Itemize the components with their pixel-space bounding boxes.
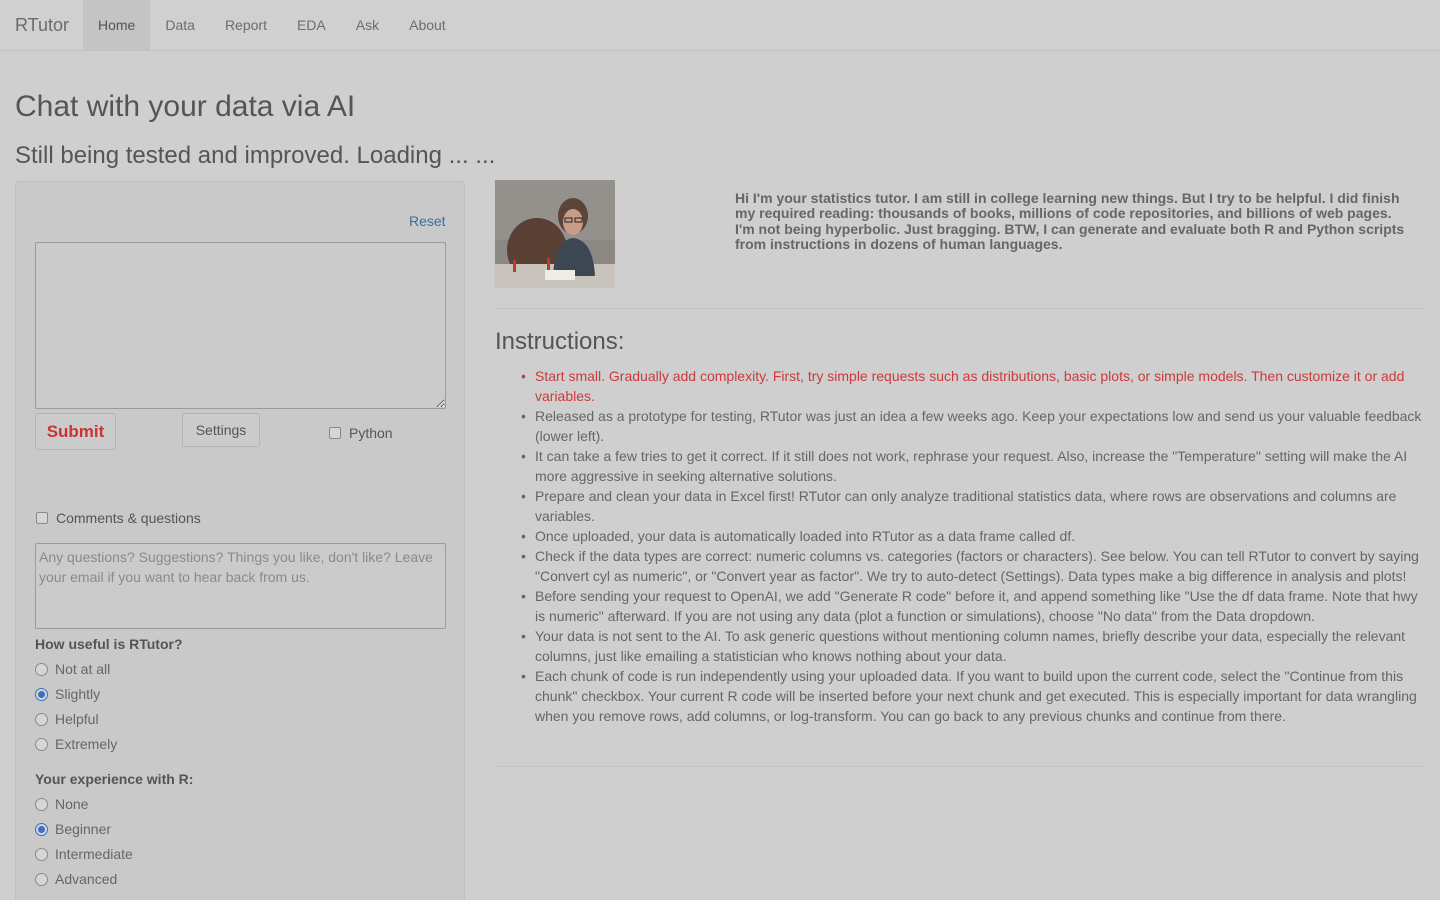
- reset-link[interactable]: Reset: [409, 213, 446, 229]
- radio-label: Helpful: [55, 711, 99, 727]
- radio-button[interactable]: [35, 798, 48, 811]
- submit-button[interactable]: Submit: [35, 413, 116, 450]
- radio-button[interactable]: [35, 848, 48, 861]
- instructions-list: [535, 366, 1425, 726]
- instruction-item: • Check if the data types are correct: numeric columns vs. categories (factors or characters). See below. You can tell RTutor to convert by saying "Convert cyl as numeric", or "Convert year as factor". We try to auto-detect (Settings). Data types make a big difference in analysis and plots!: [535, 546, 1425, 586]
- query-input[interactable]: [35, 242, 446, 409]
- tutor-avatar-image: [495, 180, 615, 288]
- page-subtitle: Still being tested and improved. Loading ... ...: [15, 142, 496, 169]
- experience-option-intermediate[interactable]: [35, 846, 133, 862]
- nav-data[interactable]: Data: [165, 17, 195, 33]
- instruction-item: • Prepare and clean your data in Excel first! RTutor can only analyze traditional statistics data, where rows are observations and columns are variables.: [535, 486, 1425, 526]
- python-checkbox[interactable]: [329, 427, 341, 439]
- instruction-item: • Your data is not sent to the AI. To ask generic questions without mentioning column names, briefly describe your data, especially the relevant columns, just like emailing a statistician who knows nothing about your data.: [535, 626, 1425, 666]
- divider: [495, 766, 1425, 767]
- instructions-heading: Instructions:: [495, 328, 625, 355]
- comments-checkbox-row[interactable]: [36, 510, 201, 526]
- nav-ask[interactable]: Ask: [355, 17, 380, 33]
- instruction-item: • Once uploaded, your data is automatically loaded into RTutor as a data frame called df.: [535, 526, 1425, 546]
- instruction-item: • Each chunk of code is run independently using your uploaded data. If you want to build upon the current code, select the "Continue from this chunk" checkbox. Your current R code will be inserted before your next chunk and get executed. This is especially important for data wrangling when you remove rows, add columns, or log-transform. You can go back to any previous chunks and continue from there.: [535, 666, 1425, 726]
- nav-home[interactable]: Home: [83, 0, 150, 50]
- usefulness-label: How useful is RTutor?: [35, 636, 183, 652]
- radio-label: None: [55, 796, 89, 812]
- radio-label: Intermediate: [55, 846, 133, 862]
- usefulness-option-extremely[interactable]: [35, 736, 117, 752]
- radio-label: Beginner: [55, 821, 112, 837]
- radio-label: Extremely: [55, 736, 118, 752]
- settings-button[interactable]: Settings: [182, 413, 260, 447]
- radio-button[interactable]: [35, 738, 48, 751]
- usefulness-option-slightly[interactable]: [35, 686, 100, 702]
- radio-button[interactable]: [35, 873, 48, 886]
- tutor-intro-text: Hi I'm your statistics tutor. I am still in college learning new things. But I try to be helpful. I did finish my required reading: thousands of books, millions of code repositories, and billions of web pages. I'm not being hyperbolic. Just bragging. BTW, I can generate and evaluate both R and Python scripts from instructions in dozens of human languages.: [735, 190, 1405, 252]
- navbar: [0, 0, 1440, 51]
- experience-option-beginner[interactable]: [35, 821, 111, 837]
- experience-option-advanced[interactable]: [35, 871, 117, 887]
- radio-button-selected[interactable]: [35, 688, 48, 701]
- radio-label: Slightly: [55, 686, 101, 702]
- radio-label: Advanced: [55, 871, 118, 887]
- nav-report[interactable]: Report: [224, 17, 267, 33]
- radio-button[interactable]: [35, 663, 48, 676]
- experience-option-none[interactable]: [35, 796, 88, 812]
- instruction-item: • Before sending your request to OpenAI, we add "Generate R code" before it, and append something like "Use the df data frame. Note that hwy is numeric" afterward. If you are not using any data (plot a function or simulations), choose "No data" from the Data dropdown.: [535, 586, 1425, 626]
- nav-eda[interactable]: EDA: [296, 17, 326, 33]
- usefulness-option-helpful[interactable]: [35, 711, 99, 727]
- instruction-item: • Released as a prototype for testing, RTutor was just an idea a few weeks ago. Keep your expectations low and send us your valuable feedback (lower left).: [535, 406, 1425, 446]
- comments-checkbox[interactable]: [36, 512, 48, 524]
- instruction-item: • Start small. Gradually add complexity. First, try simple requests such as distributions, basic plots, or simple models. Then customize it or add variables.: [535, 366, 1425, 406]
- divider: [495, 308, 1425, 309]
- experience-label: Your experience with R:: [35, 771, 194, 787]
- brand-logo[interactable]: RTutor: [15, 14, 70, 35]
- radio-button[interactable]: [35, 713, 48, 726]
- python-checkbox-row[interactable]: [329, 425, 393, 441]
- radio-label: Not at all: [55, 661, 111, 677]
- comments-label: Comments & questions: [56, 510, 201, 526]
- instruction-item: • It can take a few tries to get it correct. If it still does not work, rephrase your request. Also, increase the "Temperature" setting will make the AI more aggressive in seeking alternative solutions.: [535, 446, 1425, 486]
- comments-field[interactable]: Any questions? Suggestions? Things you like, don't like? Leave your email if you want to hear back from us.: [35, 543, 446, 629]
- usefulness-option-not-at-all[interactable]: [35, 661, 110, 677]
- sidebar-panel: [15, 181, 465, 900]
- nav-about[interactable]: About: [409, 17, 446, 33]
- page-title: Chat with your data via AI: [15, 90, 356, 123]
- radio-button-selected[interactable]: [35, 823, 48, 836]
- python-label: Python: [349, 425, 393, 441]
